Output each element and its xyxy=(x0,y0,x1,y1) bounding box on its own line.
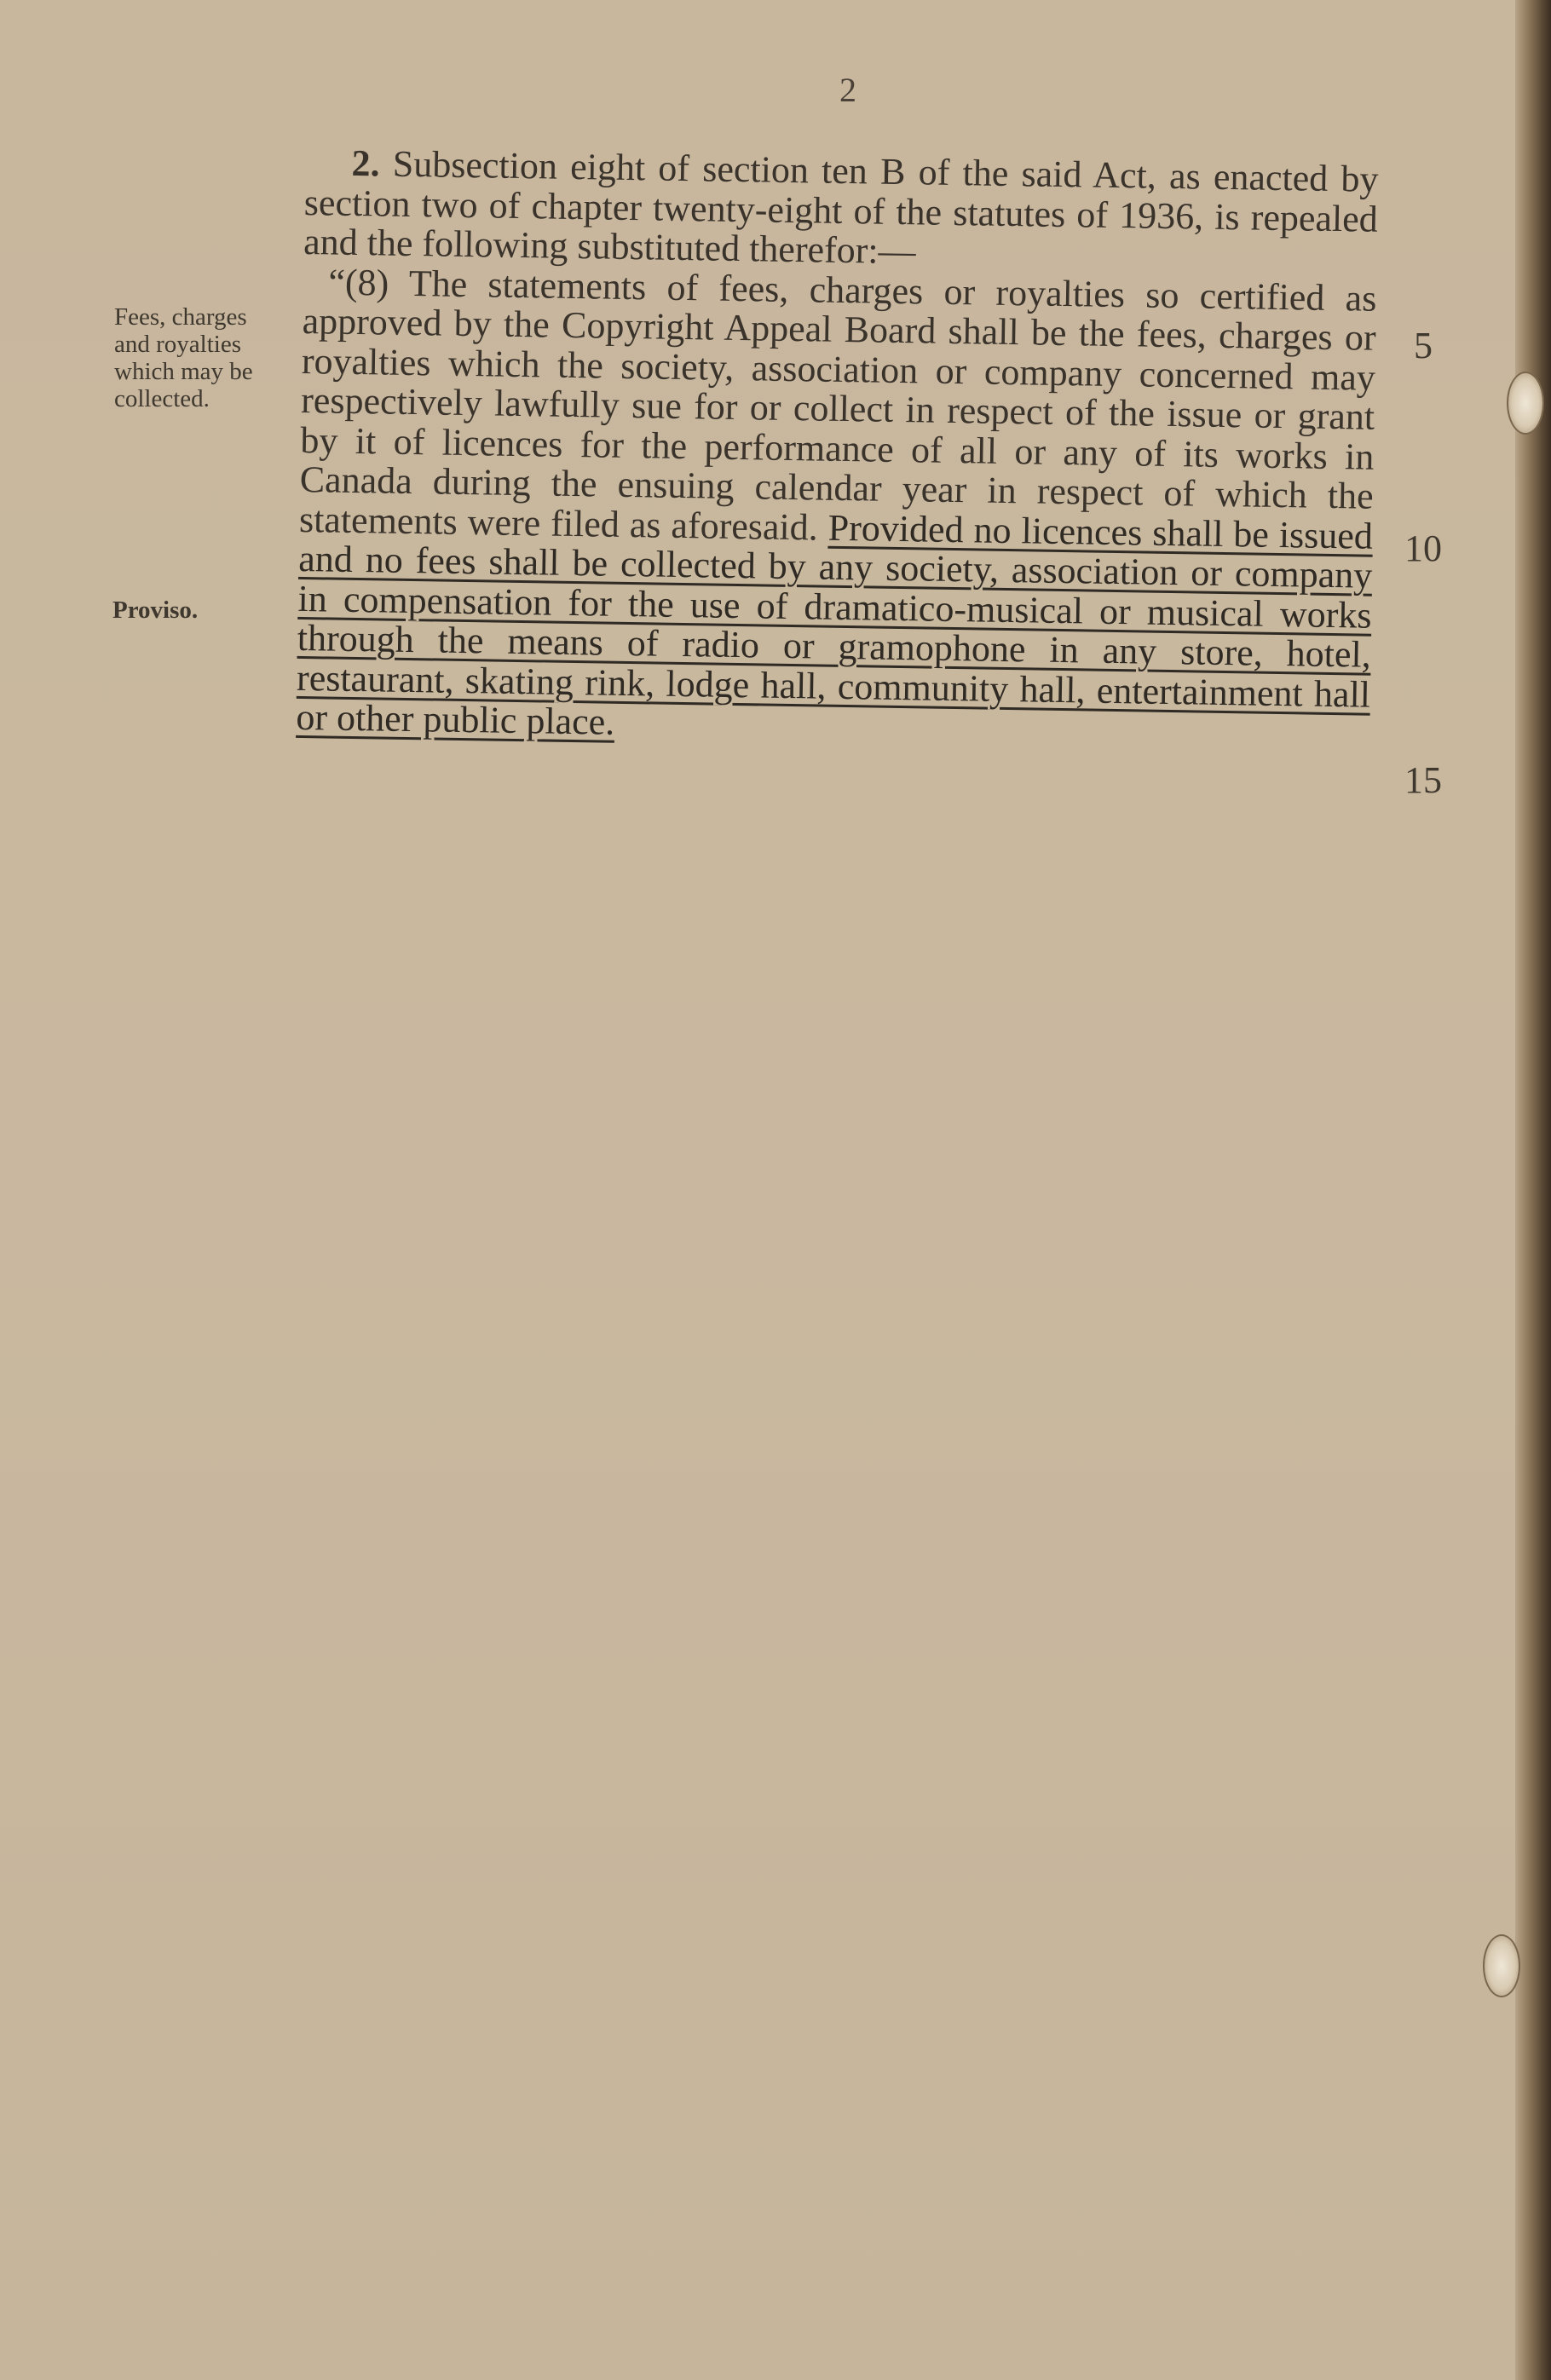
margin-note-proviso: Proviso. xyxy=(112,596,199,624)
subsection-paragraph xyxy=(296,262,1377,754)
line-number-10: 10 xyxy=(1404,527,1442,569)
binding-hole-upper xyxy=(1507,372,1544,435)
subsection-text: “(8) The statements of fees, charges or royalties so certified as approved by the Copyright Appeal Board shall be the fees, charges or royalties which the society, association or company concerned may respectively lawfully sue for or collect in respect of the issue or grant by it of licences for the performance of all or any of its works in Canada during the ensuing calendar year in respect of which the statements were filed as aforesaid. xyxy=(298,260,1377,549)
section-number: 2. xyxy=(351,141,381,185)
margin-note-fees: Fees, charges and royalties which may be collected. xyxy=(114,303,253,412)
line-number-5: 5 xyxy=(1414,325,1433,366)
bill-text xyxy=(296,143,1379,754)
proviso-text: Provided no licences shall be issued and no fees shall be collected by any society, association or company in compensation for the use of dramatico-musical or musical works through the means of radio or gramophone in any store, hotel, restaurant, skating rink, lodge hall, community hall, entertainment hall or other public place. xyxy=(296,506,1374,743)
line-number-15: 15 xyxy=(1404,759,1442,801)
page-edge xyxy=(1515,0,1551,2380)
page-number: 2 xyxy=(839,71,856,109)
binding-hole-lower xyxy=(1483,1934,1520,1997)
section-paragraph xyxy=(303,143,1379,279)
section-text: Subsection eight of section ten B of the said Act, as enacted by section two of chapter twenty-eight of the statutes of 1936, is repealed and the following substituted therefor:— xyxy=(303,142,1379,273)
